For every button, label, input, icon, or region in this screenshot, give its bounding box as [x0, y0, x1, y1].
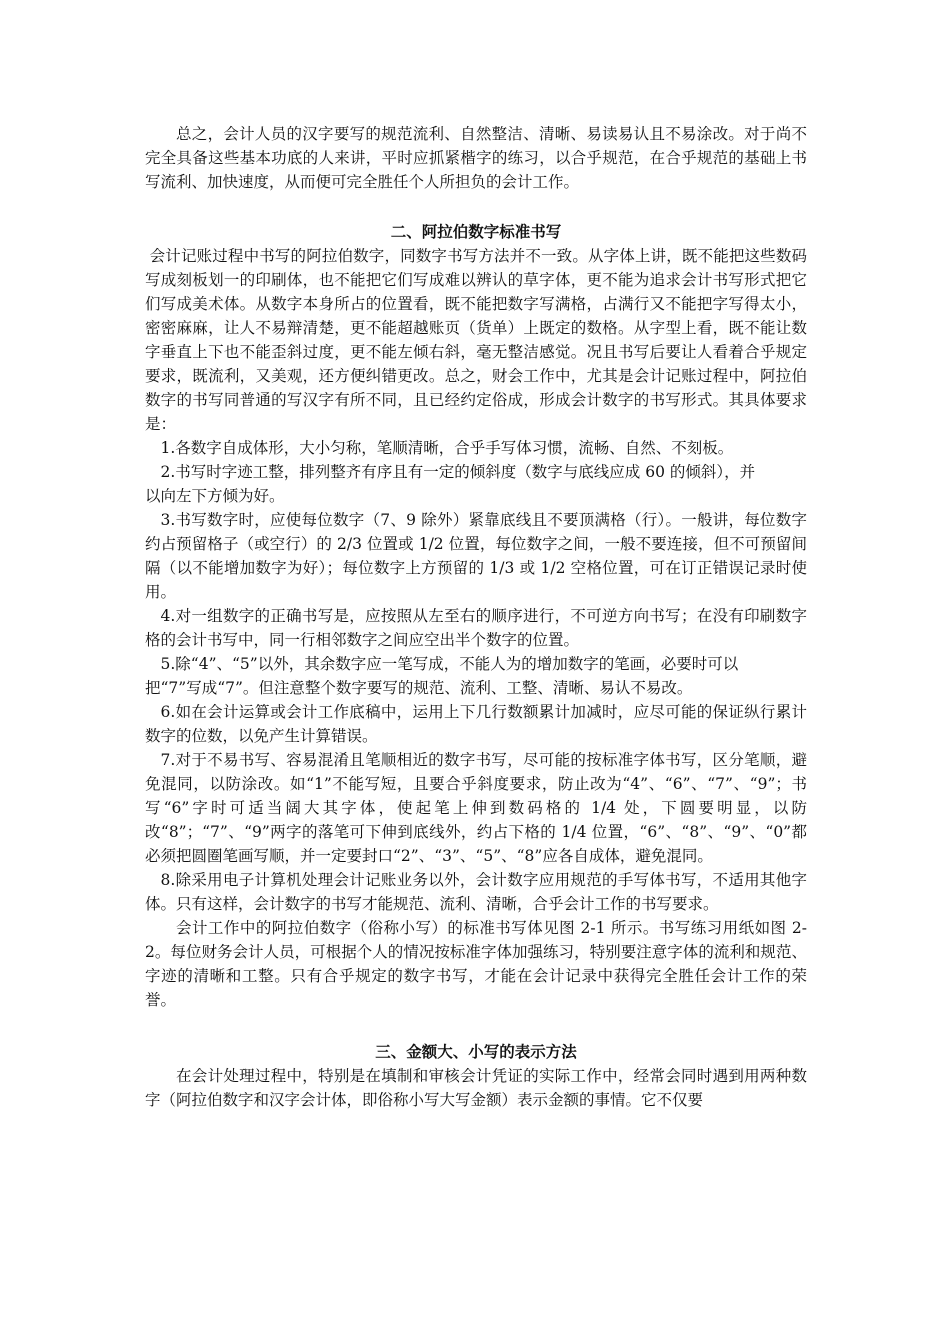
- list-item-6: 6.如在会计运算或会计工作底稿中，运用上下几行数额累计加减时，应尽可能的保证纵行累计数字的位数，以免产生计算错误。: [145, 703, 807, 745]
- paragraph-summary: 总之，会计人员的汉字要写的规范流利、自然整洁、清晰、易读易认且不易涂改。对于尚不完全具备这些基本功底的人来讲，平时应抓紧楷字的练习，以合乎规范，在合乎规范的基础上书写流利、加快速度，从而便可完全胜任个人所担负的会计工作。: [145, 125, 807, 191]
- list-item-4: 4.对一组数字的正确书写是，应按照从左至右的顺序进行，不可逆方向书写；在没有印刷数字格的会计书写中，同一行相邻数字之间应空出半个数字的位置。: [145, 607, 807, 649]
- list-item-5a: 5.除“4”、“5”以外，其余数字应一笔写成，不能人为的增加数字的笔画，必要时可以: [160, 655, 739, 673]
- heading-amount-notation: 三、金额大、小写的表示方法: [375, 1043, 577, 1061]
- heading-arabic-numerals: 二、阿拉伯数字标准书写: [390, 223, 562, 241]
- list-item-8: 8.除采用电子计算机处理会计记账业务以外，会计数字应用规范的手写体书写，不适用其他字体。只有这样，会计数字的书写才能规范、流利、清晰，合乎会计工作的书写要求。: [145, 871, 807, 913]
- paragraph-intro: 会计记账过程中书写的阿拉伯数字，同数字书写方法并不一致。从字体上讲，既不能把这些数码写成刻板划一的印刷体，也不能把它们写成难以辨认的草字体，更不能为追求会计书写形式把它们写成美术体。从数字本身所占的位置看，既不能把数字写满格，占满行又不能把字写得太小，密密麻麻，让人不易辩清楚，更不能超越账页（货单）上既定的数格。从字型上看，既不能让数字垂直上下也不能歪斜过度，更不能左倾右斜，毫无整洁感觉。况且书写后要让人看着合乎规定要求，既流利，又美观，还方便纠错更改。总之，财会工作中，尤其是会计记账过程中，阿拉伯数字的书写同普通的写汉字有所不同，且已经约定俗成，形成会计数字的书写形式。其具体要求是：: [145, 247, 807, 433]
- list-item-3: 3.书写数字时，应使每位数字（7、9 除外）紧靠底线且不要顶满格（行）。一般讲，每位数字约占预留格子（或空行）的 2/3 位置或 1/2 位置，每位数字之间，一般不要连接，但不可预留间隔（以不能增加数字为好）；每位数字上方预留的 1/3 或 1/2 空格位置，可在订正错误记录时使用。: [145, 511, 807, 601]
- paragraph-amount: 在会计处理过程中，特别是在填制和审核会计凭证的实际工作中，经常会同时遇到用两种数字（阿拉伯数字和汉字会计体，即俗称小写大写金额）表示金额的事情。它不仅要: [145, 1067, 807, 1109]
- list-item-2b: 以向左下方倾为好。: [145, 487, 285, 505]
- document-page: [145, 0, 807, 1112]
- list-item-7: 7.对于不易书写、容易混淆且笔顺相近的数字书写，尽可能的按标准字体书写，区分笔顺，避免混同，以防涂改。如“1”不能写短，且要合乎斜度要求，防止改为“4”、“6”、“7”、“9”；书写“6”字时可适当阔大其字体，使起笔上伸到数码格的 1/4 处，下圆要明显，以防改“8”；“7”、“9”两字的落笔可下伸到底线外，约占下格的 1/4 位置，“6”、“8”、“9”、“0”都必须把圆圈笔画写顺，并一定要封口“2”、“3”、“5”、“8”应各自成体，避免混同。: [145, 751, 807, 865]
- paragraph-figure-reference: 会计工作中的阿拉伯数字（俗称小写）的标准书写体见图 2-1 所示。书写练习用纸如图 2-2。每位财务会计人员，可根据个人的情况按标准字体加强练习，特别要注意字体的流利和规范、字迹的清晰和工整。只有合乎规定的数字书写，才能在会计记录中获得完全胜任会计工作的荣誉。: [145, 919, 807, 1009]
- list-item-1: 1.各数字自成体形，大小匀称，笔顺清晰，合乎手写体习惯，流畅、自然、不刻板。: [160, 439, 734, 457]
- list-item-5b: 把“7”写成“7”。但注意整个数字要写的规范、流利、工整、清晰、易认不易改。: [145, 679, 693, 697]
- list-item-2a: 2.书写时字迹工整，排列整齐有序且有一定的倾斜度（数字与底线应成 60 的倾斜），并: [160, 463, 756, 481]
